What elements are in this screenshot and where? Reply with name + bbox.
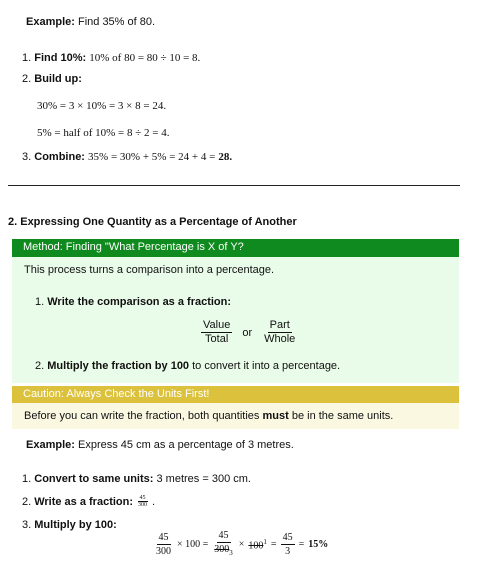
cancelled-value: 300 <box>214 544 230 555</box>
example1-step-3 <box>22 151 232 163</box>
example2-line <box>26 439 294 451</box>
step-result: 28. <box>218 151 233 163</box>
method-step-1 <box>35 296 231 308</box>
reduced-value: 1 <box>263 537 267 546</box>
fraction-options <box>201 319 297 346</box>
caution-text-part: Before you can write the fraction, both quantities <box>24 410 260 422</box>
step-label: Convert to same units: <box>34 473 154 485</box>
or-text: or <box>242 326 253 339</box>
calculation-result: 15% <box>308 539 329 550</box>
step-text: to convert it into a percentage. <box>192 360 341 372</box>
fraction-numerator: 45 <box>139 495 146 501</box>
period: . <box>152 495 156 508</box>
step-label: Write as a fraction: <box>34 495 134 508</box>
fraction-part-whole <box>262 319 297 346</box>
caution-emphasis: must <box>262 410 289 422</box>
fraction-a <box>154 531 173 558</box>
caution-text-part: be in the same units. <box>291 410 394 422</box>
step-number: 1. <box>22 52 32 64</box>
example1-line <box>26 16 155 28</box>
example1-text: Find 35% of 80. <box>77 16 156 28</box>
example1-step-2 <box>22 73 82 85</box>
step-number: 2. <box>35 360 45 372</box>
section-divider <box>8 185 460 186</box>
fraction-numerator: 45 <box>282 532 293 543</box>
section-heading: 2. Expressing One Quantity as a Percentage of Another <box>8 216 297 228</box>
fraction-b <box>212 529 235 560</box>
fraction-numerator: Part <box>269 319 290 331</box>
method-box-title: Method: Finding "What Percentage is X of Y? <box>23 241 244 253</box>
step-number: 1. <box>22 473 32 485</box>
method-box-body <box>12 257 459 383</box>
fraction-numerator: 45 <box>218 530 229 541</box>
example2-step-3 <box>22 519 117 531</box>
example2-text: Express 45 cm as a percentage of 3 metres. <box>77 439 294 451</box>
cancelled-hundred <box>248 538 267 551</box>
buildup-line-2: 5% = half of 10% = 8 ÷ 2 = 4. <box>37 127 170 139</box>
step-number: 2. <box>22 495 32 508</box>
fraction-denominator: 300 <box>138 502 148 508</box>
method-step-2 <box>35 360 340 372</box>
fraction-value-total <box>201 319 232 346</box>
step-number: 2. <box>22 73 32 85</box>
calculation <box>154 529 328 560</box>
fraction-denominator: 300 <box>156 546 171 557</box>
example1-step-1 <box>22 52 200 64</box>
example1-label: Example: <box>26 16 75 28</box>
operator: × <box>238 539 245 550</box>
example2-step-2 <box>22 495 155 508</box>
caution-box-title: Caution: Always Check the Units First! <box>23 388 210 400</box>
caution-box-body <box>12 403 459 429</box>
reduced-value: 3 <box>229 549 233 557</box>
step-label: Write the comparison as a fraction: <box>47 296 232 308</box>
method-intro: This process turns a comparison into a percentage. <box>24 264 275 276</box>
step-text: 10% of 80 = 80 ÷ 10 = 8. <box>89 52 201 64</box>
step-number: 1. <box>35 296 45 308</box>
fraction-numerator: 45 <box>158 532 169 543</box>
fraction-numerator: Value <box>203 319 231 331</box>
fraction-denominator <box>212 543 235 560</box>
method-box-header <box>12 239 459 257</box>
example2-label: Example: <box>26 439 75 451</box>
fraction-denominator: Whole <box>264 333 296 345</box>
step-text: 35% = 30% + 5% = 24 + 4 = <box>88 151 216 163</box>
operator: = <box>270 539 277 550</box>
operator: = <box>298 539 305 550</box>
inline-fraction <box>136 495 149 508</box>
cancelled-value: 100 <box>248 540 264 552</box>
step-label: Build up: <box>34 73 82 85</box>
caution-text <box>24 410 393 422</box>
example2-step-1 <box>22 473 251 485</box>
fraction-d <box>281 531 295 558</box>
buildup-line-1: 30% = 3 × 10% = 3 × 8 = 24. <box>37 100 167 112</box>
caution-box-header <box>12 386 459 403</box>
fraction-denominator: 3 <box>285 546 291 557</box>
step-label: Multiply by 100: <box>34 519 117 531</box>
step-number: 3. <box>22 151 32 163</box>
step-text: 3 metres = 300 cm. <box>156 473 251 485</box>
step-label: Find 10%: <box>34 52 87 64</box>
step-label: Combine: <box>34 151 85 163</box>
step-number: 3. <box>22 519 32 531</box>
step-label: Multiply the fraction by 100 <box>47 360 190 372</box>
fraction-denominator: Total <box>205 333 229 345</box>
operator: × 100 = <box>177 539 209 550</box>
